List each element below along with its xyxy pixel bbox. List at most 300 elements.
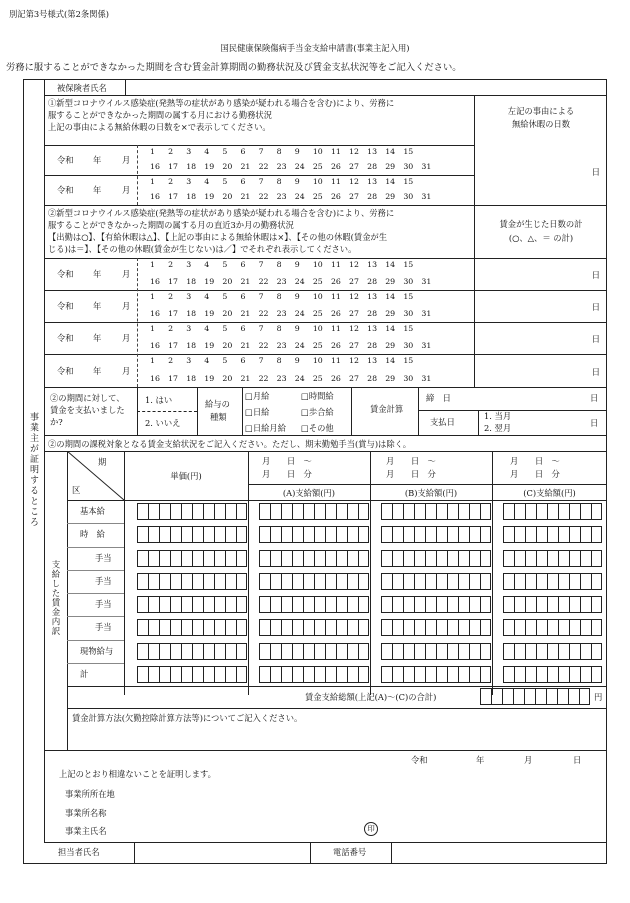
day-cell[interactable]: 17 [168, 162, 179, 171]
day-cell[interactable]: 5 [222, 260, 228, 269]
day-cell[interactable]: 5 [222, 356, 228, 365]
day-cell[interactable]: 11 [330, 177, 341, 186]
day-cell[interactable]: 25 [312, 309, 323, 318]
day-cell[interactable]: 9 [294, 260, 300, 269]
amount-a-boxes[interactable] [259, 503, 369, 520]
day-cell[interactable]: 27 [349, 309, 359, 318]
day-cell[interactable]: 10 [312, 292, 323, 301]
day-cell[interactable]: 12 [349, 292, 359, 301]
day-cell[interactable]: 28 [367, 192, 378, 201]
day-cell[interactable]: 4 [204, 356, 210, 365]
calc-method-field[interactable] [70, 726, 604, 748]
day-cell[interactable]: 29 [385, 162, 396, 171]
day-cell[interactable]: 31 [421, 192, 432, 201]
amount-b-boxes[interactable] [381, 550, 491, 567]
total-wage-label: 賃金支給総額(上記(A)～(C)の合計) [305, 692, 437, 702]
day-cell[interactable]: 27 [349, 277, 359, 286]
amount-c-boxes[interactable] [503, 573, 602, 590]
day-cell[interactable]: 26 [330, 162, 341, 171]
day-cell[interactable]: 1 [150, 292, 155, 301]
month-month-label: 月 [122, 301, 131, 311]
day-cell[interactable]: 23 [276, 162, 287, 171]
header-period-label: 期 [98, 457, 107, 467]
day-cell[interactable]: 24 [294, 192, 305, 201]
day-cell[interactable]: 13 [367, 147, 378, 156]
day-cell[interactable]: 5 [222, 147, 228, 156]
sec1-text-2: 服することができなかった期間の属する月における勤務状況 [48, 110, 273, 120]
day-cell[interactable]: 28 [367, 309, 378, 318]
amount-b-boxes[interactable] [381, 596, 491, 613]
office-address-field[interactable] [150, 786, 590, 800]
day-cell[interactable]: 28 [367, 374, 378, 383]
contact-person-field[interactable] [137, 845, 307, 861]
day-cell[interactable]: 1 [150, 147, 155, 156]
office-name-label: 事業所名称 [65, 808, 107, 818]
day-cell[interactable]: 8 [276, 147, 282, 156]
pay-type-label-2: 種類 [210, 412, 227, 422]
amount-a-boxes[interactable] [259, 573, 369, 590]
amount-b-boxes[interactable] [381, 573, 491, 590]
day-cell[interactable]: 24 [294, 374, 305, 383]
day-cell[interactable]: 7 [258, 177, 264, 186]
sec1-text-1: ①新型コロナウイルス感染症(発熱等の症状があり感染が疑われる場合を含む)により、労務に [48, 98, 395, 108]
day-cell[interactable]: 28 [367, 277, 378, 286]
cert-date-day: 日 [573, 755, 582, 765]
day-cell[interactable]: 19 [204, 341, 215, 350]
workdays-unit: 日 [591, 302, 600, 312]
day-cell[interactable]: 2 [168, 356, 174, 365]
day-cell[interactable]: 26 [330, 192, 341, 201]
amount-a-boxes[interactable] [259, 619, 369, 636]
day-cell[interactable]: 12 [349, 177, 359, 186]
day-cell[interactable]: 24 [294, 277, 305, 286]
day-cell[interactable]: 4 [204, 147, 210, 156]
month-era-label: 令和 [57, 365, 74, 376]
day-cell[interactable]: 22 [258, 277, 269, 286]
day-cell[interactable]: 26 [330, 374, 341, 383]
day-cell[interactable]: 29 [385, 341, 396, 350]
day-cell[interactable]: 31 [421, 374, 432, 383]
amount-c-boxes[interactable] [503, 643, 602, 660]
day-cell[interactable]: 11 [330, 292, 341, 301]
day-cell[interactable]: 7 [258, 292, 264, 301]
day-cell[interactable]: 13 [367, 177, 378, 186]
day-cell[interactable]: 27 [349, 192, 359, 201]
day-numbers-row-a[interactable] [150, 148, 421, 156]
day-cell[interactable]: 31 [421, 277, 432, 286]
day-cell[interactable]: 10 [312, 260, 323, 269]
day-cell[interactable]: 16 [150, 374, 160, 383]
day-cell[interactable]: 4 [204, 260, 210, 269]
day-cell[interactable]: 21 [240, 374, 251, 383]
day-cell[interactable]: 21 [240, 192, 251, 201]
opt-monthly-checkbox[interactable]: □月給 [245, 391, 270, 401]
day-cell[interactable]: 26 [330, 341, 341, 350]
day-cell[interactable]: 16 [150, 309, 160, 318]
day-cell[interactable]: 27 [349, 374, 359, 383]
month-era-label: 令和 [57, 333, 74, 343]
day-cell[interactable]: 25 [312, 374, 323, 383]
form-reference: 別記第3号様式(第2条関係) [9, 9, 110, 19]
day-numbers-row-a[interactable] [150, 357, 421, 365]
wage-row-label: 時 給 [80, 529, 105, 540]
insured-name-field[interactable] [127, 80, 605, 94]
day-cell[interactable]: 21 [240, 341, 251, 350]
cert-date-era: 令和 [411, 755, 428, 765]
month-year-label: 年 [93, 301, 102, 311]
header-item-label: 区 [72, 485, 81, 495]
day-cell[interactable]: 27 [349, 162, 359, 171]
month-year-label: 年 [93, 155, 102, 165]
day-numbers-row-b[interactable] [150, 310, 440, 318]
day-cell[interactable]: 21 [240, 162, 251, 171]
day-cell[interactable]: 15 [403, 147, 414, 156]
day-cell[interactable]: 22 [258, 341, 269, 350]
day-cell[interactable]: 20 [222, 341, 233, 350]
day-cell[interactable]: 29 [385, 374, 396, 383]
day-cell[interactable]: 12 [349, 356, 359, 365]
day-cell[interactable]: 3 [186, 260, 192, 269]
day-cell[interactable]: 28 [367, 162, 378, 171]
day-cell[interactable]: 21 [240, 277, 251, 286]
amount-a-boxes[interactable] [259, 666, 369, 683]
payday-option-this-month[interactable]: 1. 当月 [484, 411, 512, 421]
day-cell[interactable]: 18 [186, 341, 197, 350]
day-cell[interactable]: 12 [349, 147, 359, 156]
form-title: 国民健康保険傷病手当金支給申請書(事業主記入用) [220, 43, 410, 53]
day-cell[interactable]: 1 [150, 260, 155, 269]
day-cell[interactable]: 20 [222, 277, 233, 286]
day-cell[interactable]: 13 [367, 292, 378, 301]
day-cell[interactable]: 2 [168, 324, 174, 333]
wage-row-label: 基本給 [80, 506, 105, 516]
day-cell[interactable]: 8 [276, 292, 282, 301]
day-cell[interactable]: 6 [240, 356, 246, 365]
day-cell[interactable]: 6 [240, 292, 246, 301]
day-cell[interactable]: 14 [385, 147, 396, 156]
day-cell[interactable]: 14 [385, 260, 396, 269]
day-cell[interactable]: 25 [312, 192, 323, 201]
day-cell[interactable]: 3 [186, 177, 192, 186]
total-wage-boxes[interactable] [480, 688, 590, 705]
day-cell[interactable]: 23 [276, 309, 287, 318]
day-cell[interactable]: 8 [276, 177, 282, 186]
amount-a-boxes[interactable] [259, 550, 369, 567]
day-cell[interactable]: 25 [312, 341, 323, 350]
amount-c-boxes[interactable] [503, 666, 602, 683]
pay-question-3: か? [50, 417, 63, 427]
day-cell[interactable]: 2 [168, 260, 174, 269]
day-cell[interactable]: 16 [150, 341, 160, 350]
day-numbers-row-b[interactable] [150, 342, 440, 350]
day-cell[interactable]: 15 [403, 177, 414, 186]
month-year-label: 年 [93, 185, 102, 195]
wage-row-label: 現物給与 [80, 645, 114, 656]
day-cell[interactable]: 25 [312, 162, 323, 171]
day-cell[interactable]: 4 [204, 292, 210, 301]
amount-c-boxes[interactable] [503, 526, 602, 543]
day-cell[interactable]: 11 [330, 324, 341, 333]
amount-a-boxes[interactable] [259, 596, 369, 613]
day-cell[interactable]: 6 [240, 177, 246, 186]
calc-label: 賃金計算 [370, 404, 404, 414]
day-numbers-row-a[interactable] [150, 261, 421, 269]
day-cell[interactable]: 30 [403, 341, 414, 350]
pay-yes-option[interactable]: 1. はい [145, 395, 173, 405]
day-cell[interactable]: 16 [150, 192, 160, 201]
day-cell[interactable]: 8 [276, 260, 282, 269]
opt-hourly-checkbox[interactable]: □時間給 [301, 391, 334, 401]
day-cell[interactable]: 7 [258, 324, 264, 333]
day-cell[interactable]: 15 [403, 356, 414, 365]
amount-c-boxes[interactable] [503, 503, 602, 520]
unit-price-boxes[interactable] [137, 550, 247, 567]
day-cell[interactable]: 17 [168, 341, 179, 350]
amount-b-boxes[interactable] [381, 643, 491, 660]
amount-b-boxes[interactable] [381, 666, 491, 683]
day-cell[interactable]: 9 [294, 356, 300, 365]
sec1-text-3: 上記の事由による無給休暇の日数を×で表示してください。 [48, 122, 271, 132]
day-cell[interactable]: 27 [349, 341, 359, 350]
amount-a-boxes[interactable] [259, 643, 369, 660]
day-cell[interactable]: 26 [330, 309, 341, 318]
day-cell[interactable]: 17 [168, 309, 179, 318]
office-address-label: 事業所所在地 [65, 789, 115, 799]
month-year-label: 年 [93, 365, 102, 376]
month-year-label: 年 [93, 269, 102, 279]
day-numbers-row-a[interactable] [150, 178, 421, 186]
opt-other-checkbox[interactable]: □その他 [301, 423, 334, 433]
period-a-line2: 月 日 分 [262, 469, 312, 479]
cert-date-year: 年 [476, 755, 485, 765]
day-cell[interactable]: 2 [168, 292, 174, 301]
wage-row-label: 手当 [95, 599, 112, 609]
day-cell[interactable]: 6 [240, 147, 246, 156]
day-cell[interactable]: 10 [312, 177, 323, 186]
day-cell[interactable]: 8 [276, 324, 282, 333]
period-a-line1: 月 日 ～ [262, 456, 312, 466]
day-cell[interactable]: 14 [385, 356, 396, 365]
day-cell[interactable]: 24 [294, 309, 305, 318]
day-cell[interactable]: 19 [204, 192, 215, 201]
unit-price-boxes[interactable] [137, 503, 247, 520]
day-cell[interactable]: 14 [385, 324, 396, 333]
wage-note: ②の期間の課税対象となる賃金支給状況をご記入ください。ただし、期末勤勉手当(賞与)は除く。 [48, 439, 412, 449]
month-year-label: 年 [93, 333, 102, 343]
day-cell[interactable]: 31 [421, 162, 432, 171]
day-cell[interactable]: 10 [312, 147, 323, 156]
day-cell[interactable]: 17 [168, 277, 179, 286]
pay-question-2: 賃金を支払いました [50, 405, 125, 415]
day-numbers-row-b[interactable] [150, 278, 440, 286]
unit-price-boxes[interactable] [137, 596, 247, 613]
payday-option-next-month[interactable]: 2. 翌月 [484, 423, 512, 433]
day-cell[interactable]: 28 [367, 341, 378, 350]
unit-price-boxes[interactable] [137, 573, 247, 590]
sec2-right-label-1: 賃金が生じた日数の計 [499, 219, 583, 229]
amount-a-boxes[interactable] [259, 526, 369, 543]
day-numbers-row-b[interactable] [150, 193, 440, 201]
day-cell[interactable]: 15 [403, 324, 414, 333]
day-cell[interactable]: 5 [222, 324, 228, 333]
day-numbers-row-b[interactable] [150, 375, 440, 383]
day-cell[interactable]: 7 [258, 147, 264, 156]
day-cell[interactable]: 9 [294, 177, 300, 186]
col-b-header: (B)支給額(円) [404, 488, 458, 498]
payday-label: 支払日 [430, 417, 455, 427]
day-cell[interactable]: 19 [204, 277, 215, 286]
amount-b-boxes[interactable] [381, 526, 491, 543]
day-cell[interactable]: 10 [312, 324, 323, 333]
day-cell[interactable]: 4 [204, 324, 210, 333]
day-cell[interactable]: 20 [222, 309, 233, 318]
day-cell[interactable]: 9 [294, 292, 300, 301]
day-cell[interactable]: 11 [330, 356, 341, 365]
day-cell[interactable]: 24 [294, 162, 305, 171]
opt-daily-checkbox[interactable]: □日給 [245, 407, 270, 417]
unit-price-boxes[interactable] [137, 643, 247, 660]
day-cell[interactable]: 30 [403, 162, 414, 171]
day-cell[interactable]: 18 [186, 162, 197, 171]
day-cell[interactable]: 14 [385, 292, 396, 301]
day-cell[interactable]: 3 [186, 324, 192, 333]
day-cell[interactable]: 22 [258, 309, 269, 318]
day-cell[interactable]: 29 [385, 192, 396, 201]
day-cell[interactable]: 17 [168, 374, 179, 383]
day-cell[interactable]: 13 [367, 356, 378, 365]
day-cell[interactable]: 2 [168, 177, 174, 186]
unit-price-boxes[interactable] [137, 619, 247, 636]
wage-row-label: 手当 [95, 622, 112, 633]
day-cell[interactable]: 13 [367, 260, 378, 269]
day-numbers-row-a[interactable] [150, 325, 421, 333]
day-cell[interactable]: 18 [186, 192, 197, 201]
day-cell[interactable]: 24 [294, 341, 305, 350]
pay-no-option[interactable]: 2. いいえ [145, 418, 181, 428]
day-cell[interactable]: 8 [276, 356, 282, 365]
opt-commission-checkbox[interactable]: □歩合給 [301, 407, 334, 417]
unit-price-boxes[interactable] [137, 526, 247, 543]
day-cell[interactable]: 18 [186, 277, 197, 286]
day-cell[interactable]: 3 [186, 356, 192, 365]
day-cell[interactable]: 9 [294, 324, 300, 333]
col-c-header: (C)支給額(円) [523, 488, 576, 498]
office-name-field[interactable] [150, 805, 590, 819]
day-cell[interactable]: 21 [240, 309, 251, 318]
day-numbers-row-b[interactable] [150, 163, 440, 171]
day-cell[interactable]: 23 [276, 374, 287, 383]
cutoff-unit: 日 [590, 393, 599, 403]
cutoff-label: 締 日 [426, 393, 451, 403]
day-cell[interactable]: 31 [421, 309, 432, 318]
day-cell[interactable]: 29 [385, 309, 396, 318]
day-cell[interactable]: 13 [367, 324, 378, 333]
day-cell[interactable]: 2 [168, 147, 174, 156]
sec2-right-label-2: (○、△、＝ の計) [508, 233, 574, 243]
month-month-label: 月 [122, 269, 131, 279]
workdays-unit: 日 [591, 334, 600, 344]
day-numbers-row-a[interactable] [150, 293, 421, 301]
day-cell[interactable]: 4 [204, 177, 210, 186]
day-cell[interactable]: 18 [186, 309, 197, 318]
opt-daily-monthly-checkbox[interactable]: □日給月給 [245, 423, 287, 433]
unit-price-header: 単価(円) [170, 471, 202, 481]
day-cell[interactable]: 10 [312, 356, 323, 365]
day-cell[interactable]: 11 [330, 147, 341, 156]
day-cell[interactable]: 19 [204, 162, 215, 171]
phone-field[interactable] [394, 845, 604, 861]
calc-method-label: 賃金計算方法(欠勤控除計算方法等)についてご記入ください。 [72, 713, 303, 723]
unit-price-boxes[interactable] [137, 666, 247, 683]
day-cell[interactable]: 6 [240, 324, 246, 333]
day-cell[interactable]: 20 [222, 162, 233, 171]
day-cell[interactable]: 25 [312, 277, 323, 286]
day-cell[interactable]: 20 [222, 192, 233, 201]
day-cell[interactable]: 30 [403, 309, 414, 318]
amount-c-boxes[interactable] [503, 550, 602, 567]
day-cell[interactable]: 19 [204, 374, 215, 383]
day-cell[interactable]: 22 [258, 192, 269, 201]
day-cell[interactable]: 1 [150, 356, 155, 365]
day-cell[interactable]: 1 [150, 324, 155, 333]
month-era-label: 令和 [57, 301, 74, 311]
day-cell[interactable]: 23 [276, 277, 287, 286]
period-c-line2: 月 日 分 [510, 469, 560, 479]
day-cell[interactable]: 15 [403, 260, 414, 269]
amount-c-boxes[interactable] [503, 619, 602, 636]
day-cell[interactable]: 16 [150, 162, 160, 171]
month-era-label: 令和 [57, 269, 74, 279]
day-cell[interactable]: 12 [349, 324, 359, 333]
owner-name-field[interactable] [150, 823, 350, 837]
day-cell[interactable]: 3 [186, 147, 192, 156]
amount-b-boxes[interactable] [381, 619, 491, 636]
day-cell[interactable]: 11 [330, 260, 341, 269]
day-cell[interactable]: 5 [222, 292, 228, 301]
day-cell[interactable]: 16 [150, 277, 160, 286]
day-cell[interactable]: 17 [168, 192, 179, 201]
day-cell[interactable]: 14 [385, 177, 396, 186]
contact-person-label: 担当者氏名 [58, 847, 100, 857]
day-cell[interactable]: 22 [258, 374, 269, 383]
day-cell[interactable]: 12 [349, 260, 359, 269]
day-cell[interactable]: 30 [403, 374, 414, 383]
day-cell[interactable]: 1 [150, 177, 155, 186]
day-cell[interactable]: 7 [258, 260, 264, 269]
day-cell[interactable]: 23 [276, 192, 287, 201]
day-cell[interactable]: 15 [403, 292, 414, 301]
day-cell[interactable]: 30 [403, 277, 414, 286]
sec2-text-2: 服することができなかった期間の属する月の直近3か月の勤務状況 [48, 220, 294, 230]
day-cell[interactable]: 7 [258, 356, 264, 365]
period-b-line2: 月 日 分 [386, 469, 436, 479]
day-cell[interactable]: 29 [385, 277, 396, 286]
day-cell[interactable]: 26 [330, 277, 341, 286]
amount-c-boxes[interactable] [503, 596, 602, 613]
day-cell[interactable]: 23 [276, 341, 287, 350]
amount-b-boxes[interactable] [381, 503, 491, 520]
day-cell[interactable]: 19 [204, 309, 215, 318]
day-cell[interactable]: 9 [294, 147, 300, 156]
day-cell[interactable]: 20 [222, 374, 233, 383]
day-cell[interactable]: 18 [186, 374, 197, 383]
day-cell[interactable]: 5 [222, 177, 228, 186]
day-cell[interactable]: 3 [186, 292, 192, 301]
day-cell[interactable]: 31 [421, 341, 432, 350]
day-cell[interactable]: 6 [240, 260, 246, 269]
day-cell[interactable]: 22 [258, 162, 269, 171]
day-cell[interactable]: 30 [403, 192, 414, 201]
